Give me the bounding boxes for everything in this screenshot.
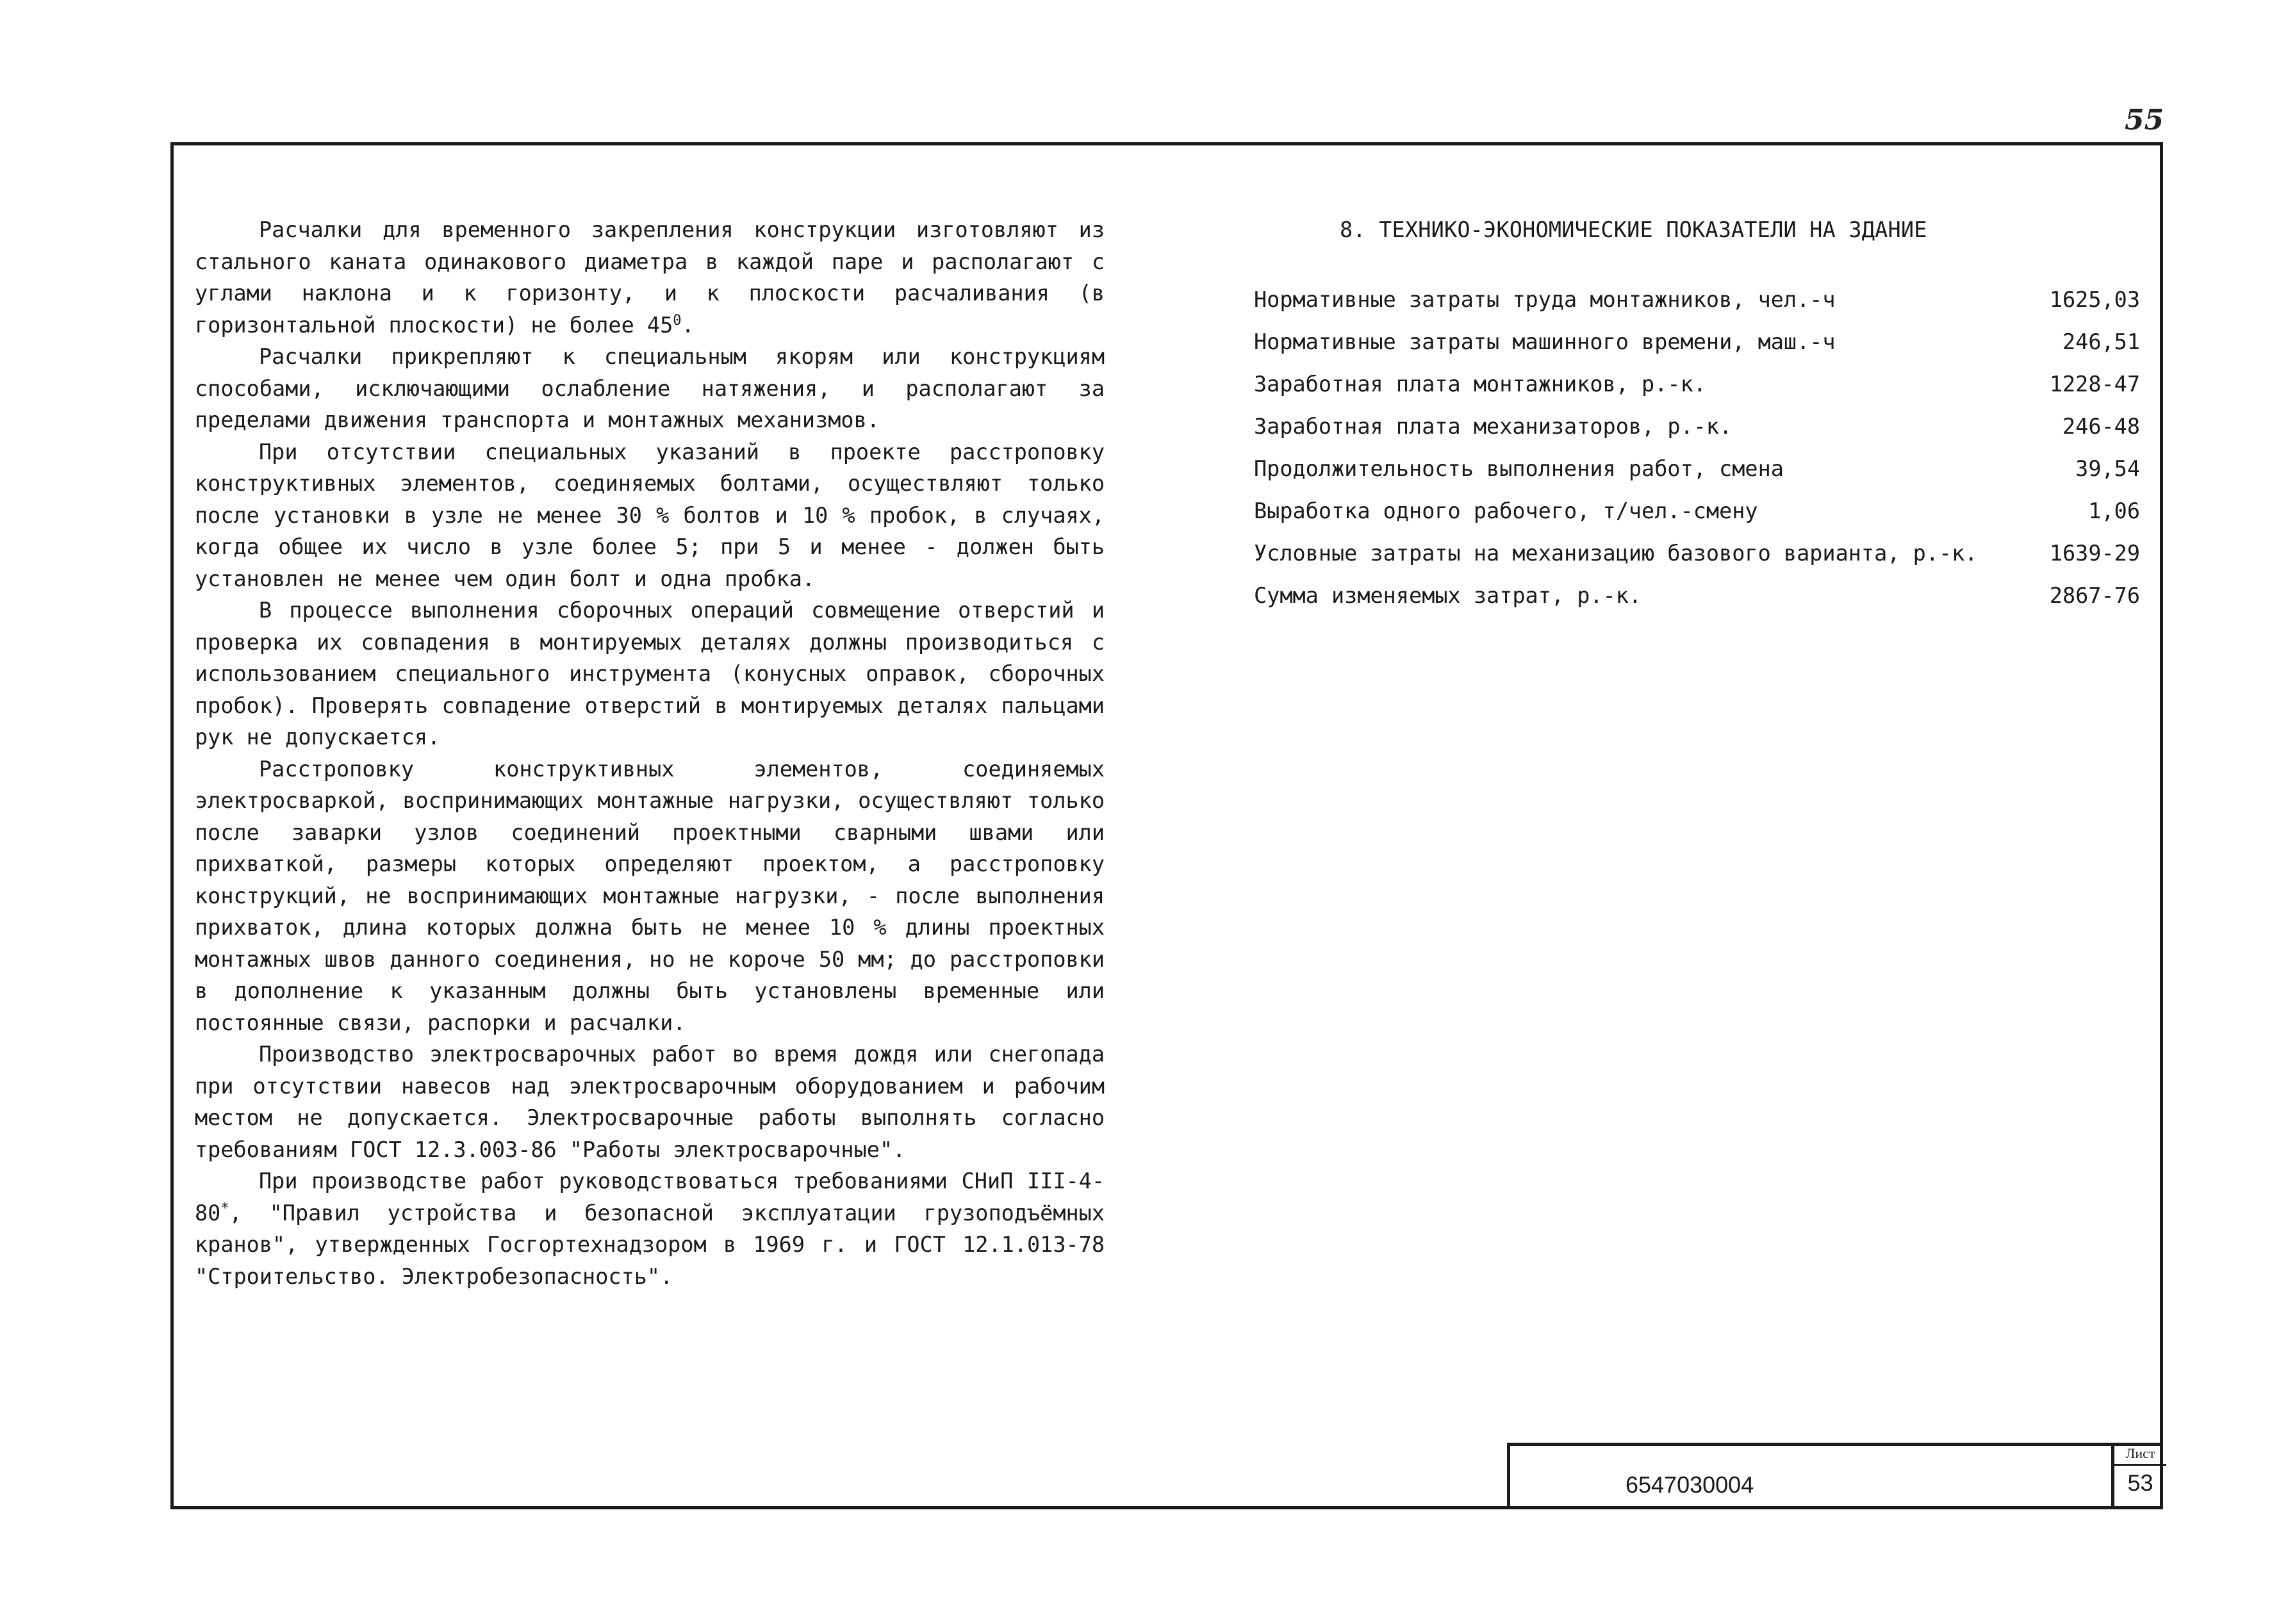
paragraph-holes: В процессе выполнения сборочных операций совмещение отверстий и проверка их совпадения в монтируемых деталях должны производиться с использованием специального инструмента (конусных оправок, сборочных пробок). Проверять совпадение отверстий в монтируемых деталях пальцами рук не допускается. <box>195 598 1105 750</box>
indicator-row <box>1254 363 2140 406</box>
indicators-table <box>1254 279 2140 617</box>
indicator-label: Нормативные затраты труда монтажников, чел.-ч <box>1254 287 1836 312</box>
indicator-value: 1639-29 <box>2049 541 2140 566</box>
indicator-row <box>1254 321 2140 363</box>
indicator-row <box>1254 448 2140 490</box>
indicator-value: 1,06 <box>2088 498 2140 523</box>
indicator-row <box>1254 532 2140 575</box>
indicator-label: Сумма изменяемых затрат, р.-к. <box>1254 583 1642 608</box>
asterisk-superscript: * <box>220 1200 229 1217</box>
indicator-value: 1625,03 <box>2049 287 2140 312</box>
paragraph-weather: Производство электросварочных работ во время дождя или снегопада при отсутствии навесов над электросварочным оборудованием и рабочим местом не допускается. Электросварочные работы выполнять согласно требованиям ГОСТ 12.3.003-86 "Работы электросварочные". <box>195 1042 1105 1162</box>
paragraph-welding: Расстроповку конструктивных элементов, соединяемых электросваркой, воспринимающих монтажные нагрузки, осуществляют только после заварки узлов соединений проектными сварными швами или прихваткой, размеры которых определяют проектом, а расстроповку конструкций, не воспринимающих монтажные нагрузки, - после выполнения прихваток, длина которых должна быть не менее 10 % длины проектных монтажных швов данного соединения, но не короче 50 мм; до расстроповки в дополнение к указанным должны быть установлены временные или постоянные связи, распорки и расчалки. <box>195 756 1105 1035</box>
indicator-label: Нормативные затраты машинного времени, маш.-ч <box>1254 329 1836 354</box>
left-column <box>195 214 1105 1292</box>
section-title: 8. ТЕХНИКО-ЭКОНОМИЧЕСКИЕ ПОКАЗАТЕЛИ НА ЗДАНИЕ <box>1340 217 1927 242</box>
indicator-row <box>1254 575 2140 617</box>
indicator-row <box>1254 279 2140 321</box>
indicator-label: Заработная плата механизаторов, р.-к. <box>1254 414 1733 439</box>
indicator-value: 39,54 <box>2075 456 2140 481</box>
sheet-cell <box>2111 1443 2166 1509</box>
document-number: 6547030004 <box>1626 1472 1754 1498</box>
indicator-value: 2867-76 <box>2049 583 2140 608</box>
paragraph-guy-ropes: Расчалки для временного закрепления конструкции изготовляют из стального каната одинакового диаметра в каждой паре и располагают с углами наклона и к горизонту, и к плоскости расчаливания (в горизонтальной плоскости) не более $45^0$. <box>195 217 1105 338</box>
paragraph-anchors: Расчалки прикрепляют к специальным якорям или конструкциям способами, исключающими ослабление натяжения, и располагают за пределами движения транспорта и монтажных механизмов. <box>195 344 1105 432</box>
indicator-value: 246-48 <box>2062 414 2140 439</box>
indicator-row <box>1254 490 2140 532</box>
right-column <box>1254 214 2140 617</box>
paragraph-regulations: При производстве работ руководствоваться требованиями СНиП III-4-80*, "Правил устройства и безопасной эксплуатации грузоподъёмных кранов", утвержденных Госгортехнадзором в 1969 г. и ГОСТ 12.1.013-78 "Строительство. Электробезопасность". <box>195 1169 1105 1289</box>
indicator-label: Выработка одного рабочего, т/чел.-смену <box>1254 498 1758 523</box>
indicator-label: Заработная плата монтажников, р.-к. <box>1254 372 1706 397</box>
indicator-label: Условные затраты на механизацию базового варианта, р.-к. <box>1254 541 1978 566</box>
sheet-label: Лист <box>2114 1443 2166 1466</box>
indicator-value: 246,51 <box>2062 329 2140 354</box>
indicator-value: 1228-47 <box>2049 372 2140 397</box>
indicator-label: Продолжительность выполнения работ, смена <box>1254 456 1784 481</box>
indicator-row <box>1254 406 2140 448</box>
paragraph-bolts: При отсутствии специальных указаний в проекте расстроповку конструктивных элементов, соединяемых болтами, осуществляют только после установки в узле не менее 30 % болтов и 10 % пробок, в случаях, когда общее их число в узле более 5; при 5 и менее - должен быть установлен не менее чем один болт и одна пробка. <box>195 439 1105 591</box>
sheet-number: 53 <box>2127 1470 2153 1496</box>
degree-superscript: 0 <box>673 312 682 329</box>
page-number: 55 <box>2125 104 2164 136</box>
title-block <box>1507 1443 2163 1509</box>
